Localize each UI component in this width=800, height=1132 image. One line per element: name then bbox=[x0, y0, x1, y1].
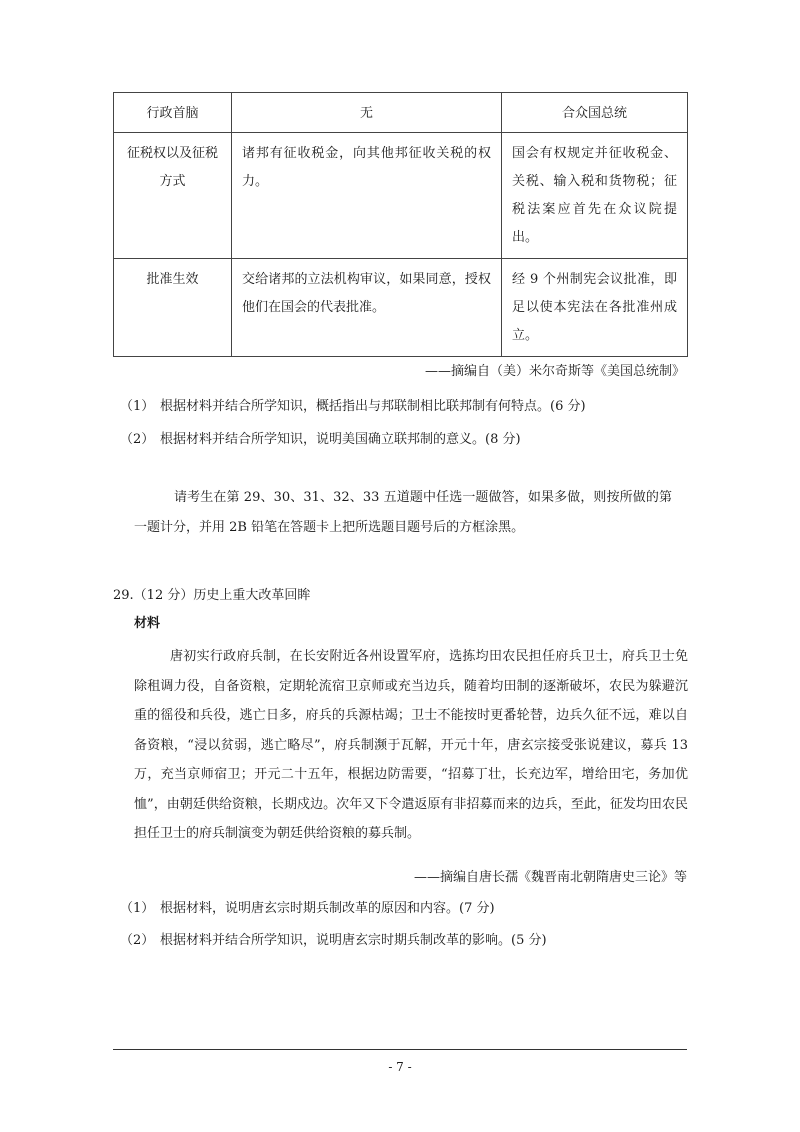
question-1 bbox=[120, 395, 586, 414]
material-text: 唐初实行政府兵制，在长安附近各州设置军府，选拣均田农民担任府兵卫士，府兵卫士免除租调力役，自备资粮，定期轮流宿卫京师或充当边兵，随着均田制的逐渐破坏，农民为躲避沉重的徭役和兵役，逃亡日多，府兵的兵源枯竭；卫士不能按时更番轮替，边兵久征不远，难以自备资粮，“浸以贫弱，逃亡略尽”，府兵制濒于瓦解，开元十年，唐玄宗接受张说建议，募兵 13 万，充当京师宿卫；开元二十五年，根据边防需要，“招募丁壮，长充边军，增给田宅，务加优恤”，由朝廷供给资粮，长期戍边。次年又下令遣返原有非招募而来的边兵，至此，征发均田农民担任卫士的府兵制演变为朝廷供给资粮的募兵制。 bbox=[134, 649, 688, 841]
question-number: （2） bbox=[120, 432, 155, 447]
table-cell: 诸邦有征收税金，向其他邦征收关税的权力。 bbox=[232, 133, 502, 259]
question-1 bbox=[120, 897, 495, 916]
table-cell: 无 bbox=[232, 93, 502, 133]
table-row bbox=[114, 259, 688, 357]
table-cell: 批准生效 bbox=[114, 259, 232, 357]
question-number: （1） bbox=[120, 901, 155, 916]
question-text: 根据材料并结合所学知识，概括指出与邦联制相比联邦制有何特点。(6 分) bbox=[160, 399, 586, 414]
citation: ——摘编自（美）米尔奇斯等《美国总统制》 bbox=[424, 364, 685, 379]
question-text: 根据材料并结合所学知识，说明唐玄宗时期兵制改革的影响。(5 分) bbox=[160, 933, 547, 948]
page-number: - 7 - bbox=[388, 1060, 412, 1074]
table-cell: 经 9 个州制宪会议批准，即足以使本宪法在各批准州成立。 bbox=[502, 259, 688, 357]
table-cell: 国会有权规定并征收税金、关税、输入税和货物税；征税法案应首先在众议院提出。 bbox=[502, 133, 688, 259]
table-cell: 合众国总统 bbox=[502, 93, 688, 133]
comparison-table bbox=[113, 92, 688, 357]
question-29-title: 29.（12 分）历史上重大改革回眸 bbox=[113, 588, 311, 603]
question-text: 根据材料并结合所学知识，说明美国确立联邦制的意义。(8 分) bbox=[160, 432, 521, 447]
table-cell: 征税权以及征税方式 bbox=[114, 133, 232, 259]
table-cell: 交给诸邦的立法机构审议，如果同意，授权他们在国会的代表批准。 bbox=[232, 259, 502, 357]
question-2 bbox=[120, 929, 547, 948]
question-text: 根据材料，说明唐玄宗时期兵制改革的原因和内容。(7 分) bbox=[160, 901, 495, 916]
question-number: （2） bbox=[120, 933, 155, 948]
table-row bbox=[114, 133, 688, 259]
material-label: 材料 bbox=[134, 616, 161, 631]
citation: ——摘编自唐长孺《魏晋南北朝隋唐史三论》等 bbox=[413, 870, 687, 885]
question-2 bbox=[120, 428, 521, 447]
footer-divider bbox=[113, 1049, 687, 1050]
optional-notice: 请考生在第 29、30、31、32、33 五道题中任选一题做答，如果多做，则按所做的第一题计分，并用 2B 铅笔在答题卡上把所选题目题号后的方框涂黑。 bbox=[134, 490, 672, 535]
question-number: （1） bbox=[120, 399, 155, 414]
table-row bbox=[114, 93, 688, 133]
table-cell: 行政首脑 bbox=[114, 93, 232, 133]
